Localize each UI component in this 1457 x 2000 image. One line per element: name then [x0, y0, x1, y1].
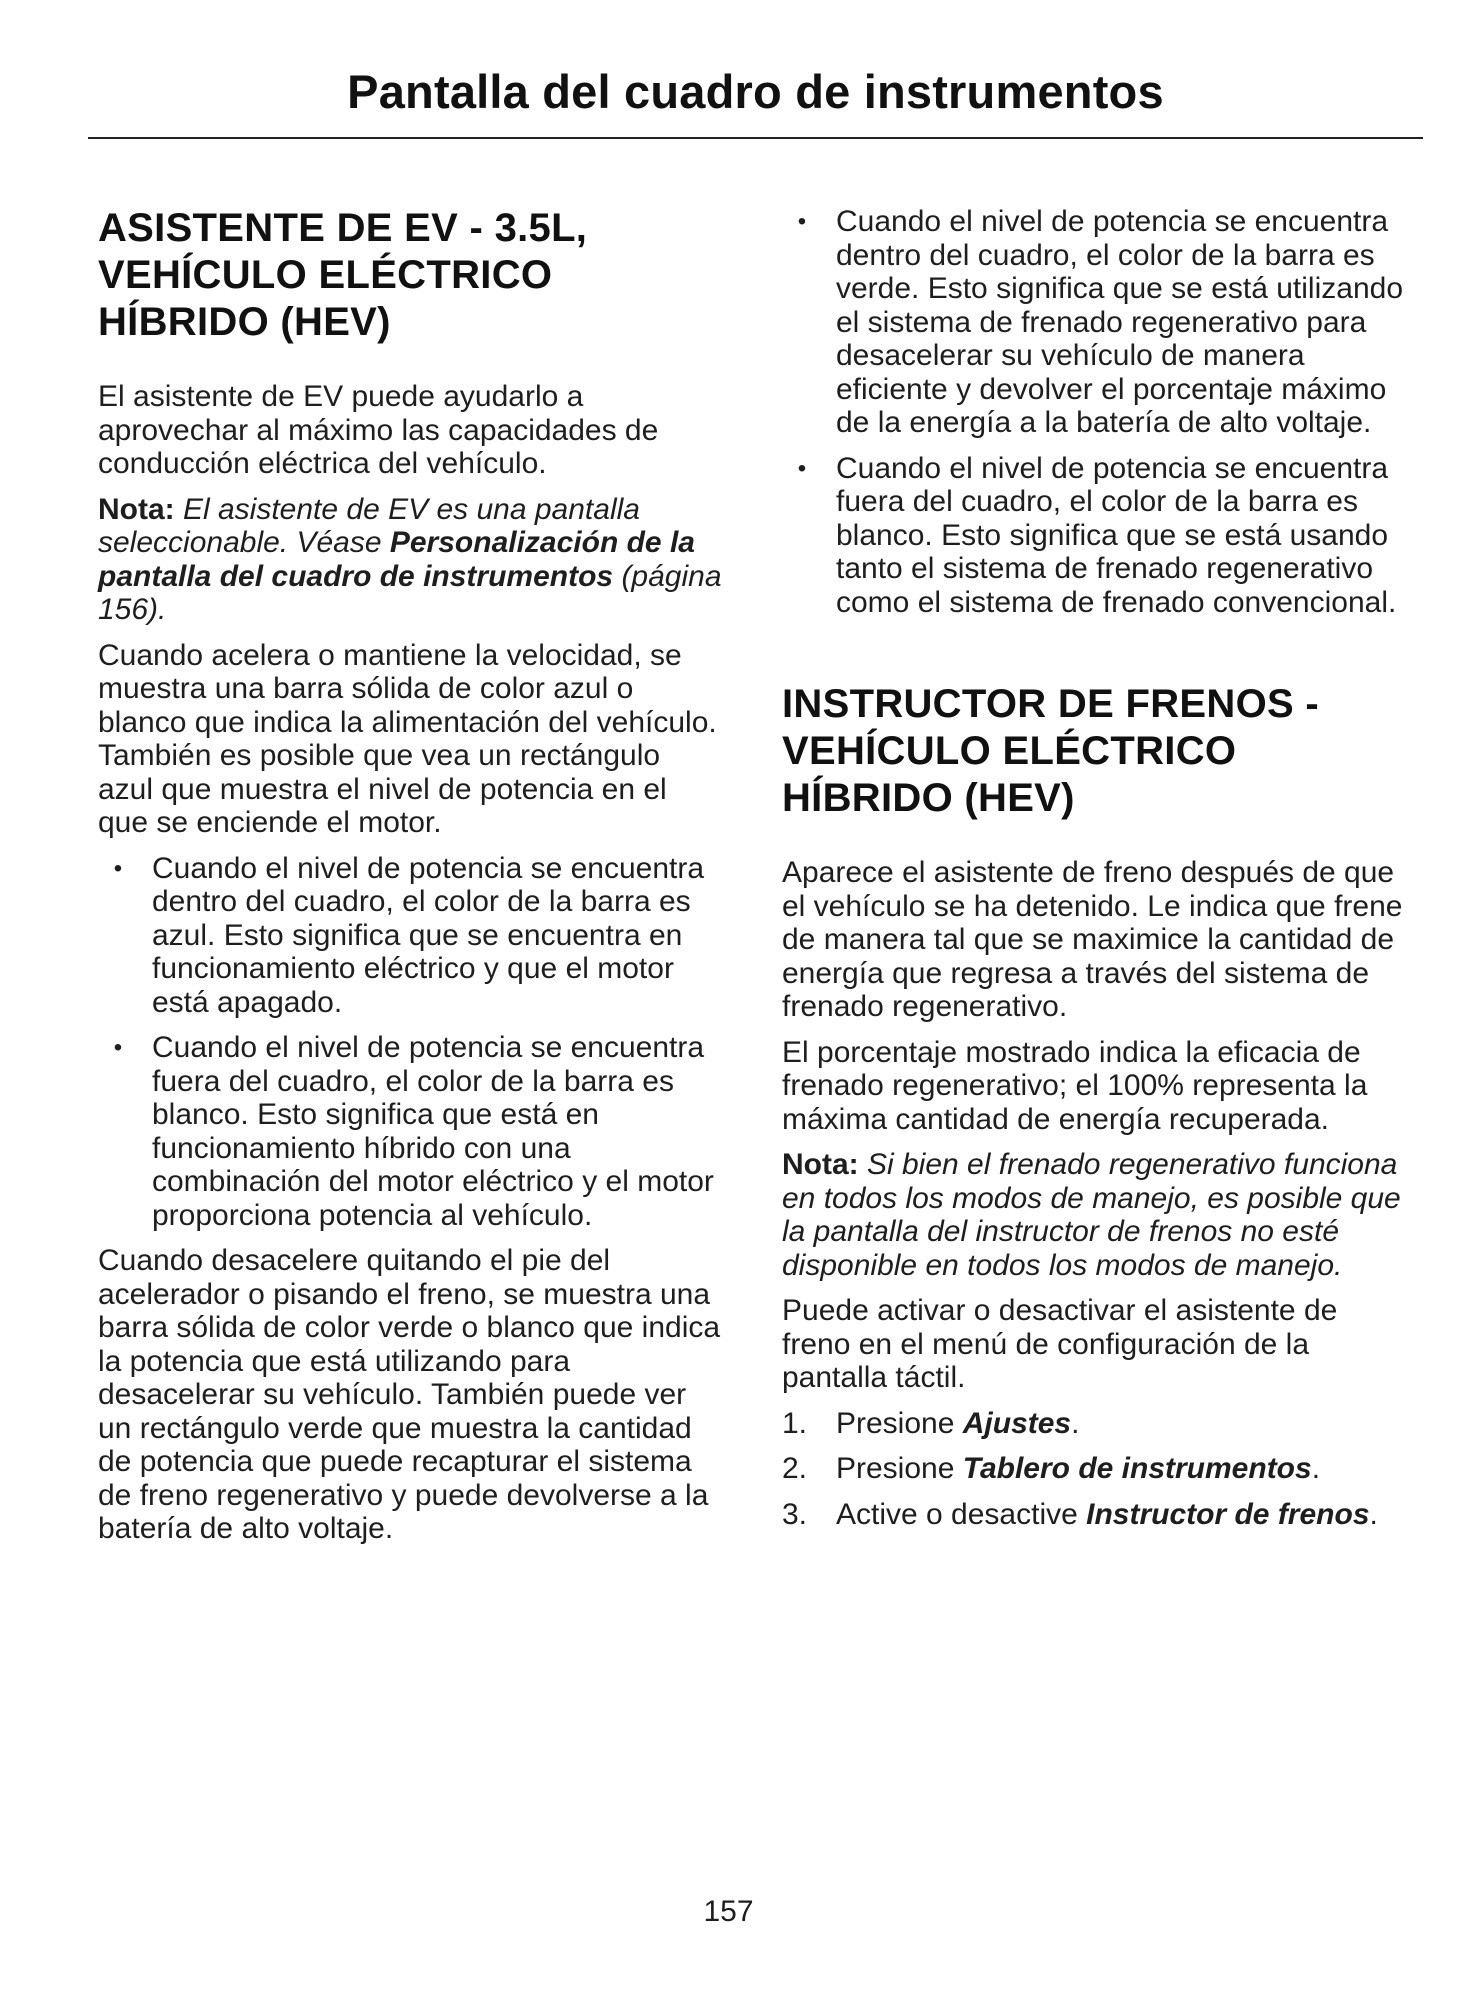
bullet-text: Cuando el nivel de potencia se encuentra dentro del cuadro, el color de la barra es verde. Esto significa que se está utilizando el sistema de frenado regenerativo para desacelerar su vehículo de manera eficiente y devolver el porcentaje máximo de la energía a la batería de alto voltaje.: [836, 205, 1403, 439]
note-ev-assistant: [98, 493, 723, 627]
bullet-icon: •: [797, 208, 807, 235]
step-prefix: Presione: [836, 1406, 963, 1440]
step-menu-item: Instructor de frenos: [1086, 1497, 1370, 1531]
page-number: 157: [703, 1895, 754, 1928]
note-text: Si bien el frenado regenerativo funciona en todos los modos de manejo, es posible que la pantalla del instructor de frenos no esté disponible en todos los modos de manejo.: [782, 1148, 1401, 1282]
step-prefix: Presione: [836, 1452, 963, 1485]
list-item: [98, 1031, 723, 1232]
deceleration-bullet-list: [782, 205, 1407, 619]
note-text: El asistente de EV es una pantalla seleccionable. Véase: [98, 492, 640, 559]
list-item: [782, 452, 1407, 620]
page-header: [88, 62, 1423, 142]
bullet-icon: •: [113, 1034, 123, 1061]
page-reference: (página 156).: [98, 559, 722, 626]
step-menu-item: Ajustes: [962, 1406, 1072, 1440]
page-title: Pantalla del cuadro de instrumentos: [347, 65, 1164, 118]
bullet-text: Cuando el nivel de potencia se encuentra fuera del cuadro, el color de la barra es blanco. Esto significa que está en funcionamiento híbrido con una combinación del motor eléctrico y el motor proporciona potencia al vehículo.: [152, 1031, 714, 1232]
intro-paragraph: El asistente de EV puede ayudarlo a aprovechar al máximo las capacidades de conducción eléctrica del vehículo.: [98, 380, 659, 480]
right-column: [782, 205, 1407, 1543]
note-brake-coach: [782, 1148, 1407, 1282]
left-column: [98, 205, 723, 1558]
step-item: [782, 1407, 1407, 1441]
step-number: 1.: [782, 1406, 808, 1440]
step-suffix: .: [1369, 1497, 1378, 1531]
acceleration-bullet-list: [98, 852, 723, 1233]
acceleration-paragraph: Cuando acelera o mantiene la velocidad, se muestra una barra sólida de color azul o blanco que indica la alimentación del vehículo. También es posible que vea un rectángulo azul que muestra el nivel de potencia en el que se enciende el motor.: [98, 638, 717, 839]
cross-reference-link[interactable]: Personalización de la pantalla del cuadro de instrumentos: [98, 526, 695, 593]
step-prefix: Active o desactive: [836, 1497, 1087, 1531]
bullet-text: Cuando el nivel de potencia se encuentra dentro del cuadro, el color de la barra es azul. Esto significa que se encuentra en funcionamiento eléctrico y que el motor está apagado.: [152, 851, 705, 1019]
section-heading-brake-coach: INSTRUCTOR DE FRENOS - VEHÍCULO ELÉCTRICO HÍBRIDO (HEV): [782, 682, 1319, 820]
brake-coach-paragraph-3: Puede activar o desactivar el asistente de freno en el menú de configuración de la pantalla táctil.: [782, 1294, 1338, 1394]
step-item: [782, 1452, 1407, 1486]
step-menu-item: Tablero de instrumentos: [962, 1452, 1312, 1485]
note-label: Nota:: [782, 1148, 859, 1181]
step-item: [782, 1498, 1407, 1532]
step-suffix: .: [1311, 1452, 1321, 1485]
note-label: Nota:: [98, 492, 175, 526]
steps-list: [782, 1407, 1407, 1532]
list-item: [98, 852, 723, 1020]
step-suffix: .: [1071, 1406, 1080, 1440]
brake-coach-paragraph-1: Aparece el asistente de freno después de que el vehículo se ha detenido. Le indica que frene de manera tal que se maximice la cantidad de energía que regresa a través del sistema de frenado regenerativo.: [782, 856, 1403, 1023]
bullet-icon: •: [797, 454, 807, 482]
header-divider: [88, 137, 1423, 139]
step-number: 3.: [782, 1497, 808, 1531]
bullet-icon: •: [113, 854, 123, 882]
bullet-text: Cuando el nivel de potencia se encuentra fuera del cuadro, el color de la barra es blanco. Esto significa que se está usando tanto el sistema de frenado regenerativo como el sistema de frenado convencional.: [836, 451, 1397, 619]
list-item: [782, 205, 1407, 440]
section-heading-ev-assistant: ASISTENTE DE EV - 3.5L, VEHÍCULO ELÉCTRICO HÍBRIDO (HEV): [98, 206, 588, 344]
step-number: 2.: [782, 1452, 808, 1485]
deceleration-paragraph: Cuando desacelere quitando el pie del acelerador o pisando el freno, se muestra una barra sólida de color verde o blanco que indica la potencia que está utilizando para desacelerar su vehículo. También puede ver un rectángulo verde que muestra la cantidad de potencia que puede recapturar el sistema de freno regenerativo y puede devolverse a la batería de alto voltaje.: [98, 1244, 721, 1545]
brake-coach-paragraph-2: El porcentaje mostrado indica la eficacia de frenado regenerativo; el 100% representa la máxima cantidad de energía recuperada.: [782, 1035, 1368, 1136]
